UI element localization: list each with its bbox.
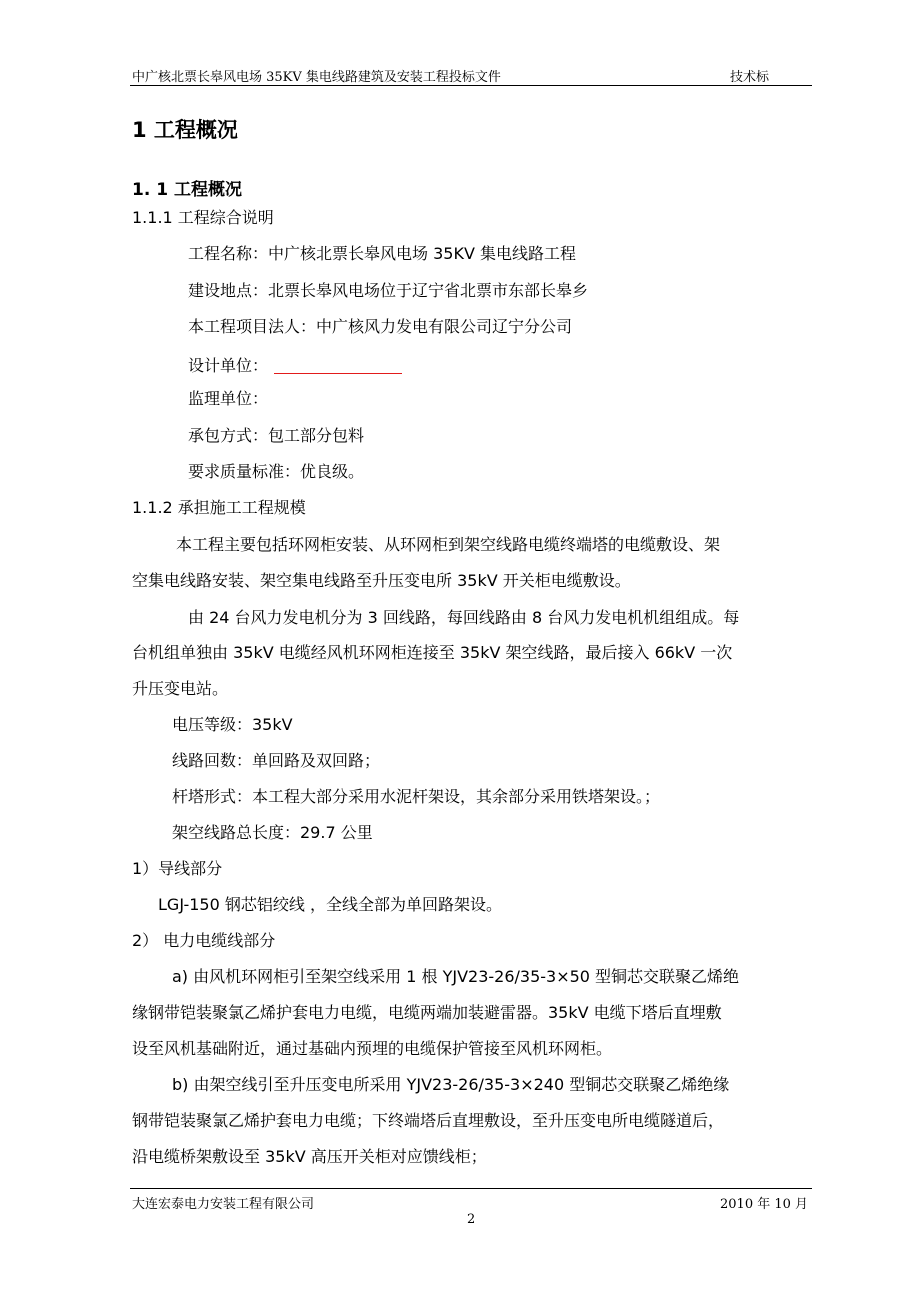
design-unit-blank [274,355,402,374]
turbines-paragraph-line-1: 由 24 台风力发电机分为 3 回线路，每回线路由 8 台风力发电机机组组成。每 [188,608,740,627]
line-length: 架空线路总长度：29.7 公里 [172,823,373,842]
scope-paragraph-line-2: 空集电线路安装、架空集电线路至升压变电所 35kV 开关柜电缆敷设。 [132,571,631,590]
footer-date: 2010 年 10 月 [720,1197,809,1212]
design-unit-row [188,355,402,374]
item-a-line-1: a) 由风机环网柜引至架空线采用 1 根 YJV23-26/35-3×50 型铜芯交联聚乙烯绝 [172,967,740,986]
header-title: 中广核北票长皋风电场 35KV 集电线路建筑及安装工程投标文件 [132,70,501,85]
item-b-line-3: 沿电缆桥架敷设至 35kV 高压开关柜对应馈线柜； [132,1147,487,1166]
item-b-line-1: b) 由架空线引至升压变电所采用 YJV23-26/35-3×240 型铜芯交联聚乙烯绝缘 [172,1075,730,1094]
project-name: 工程名称：中广核北票长皋风电场 35KV 集电线路工程 [188,244,576,263]
footer-company: 大连宏泰电力安装工程有限公司 [132,1197,315,1212]
page-number: 2 [467,1212,476,1227]
section-title: 1 工程概况 [132,118,238,142]
item-1-text: LGJ-150 钢芯铝绞线 ，全线全部为单回路架设。 [158,895,502,914]
supervision-unit: 监理单位： [188,389,269,408]
heading-1-1-2: 1.1.2 承担施工工程规模 [132,498,306,517]
item-1-heading: 1）导线部分 [132,859,223,878]
voltage-level: 电压等级：35kV [172,715,293,734]
item-b-line-2: 钢带铠装聚氯乙烯护套电力电缆；下终端塔后直埋敷设，至升压变电所电缆隧道后， [132,1111,725,1130]
item-2-heading: 2） 电力电缆线部分 [132,931,276,950]
header-rule [130,85,812,86]
turbines-paragraph-line-3: 升压变电站。 [132,679,229,698]
design-unit-label: 设计单位： [188,356,269,375]
header-doc-type: 技术标 [730,70,770,85]
project-owner: 本工程项目法人：中广核风力发电有限公司辽宁分公司 [188,317,573,336]
turbines-paragraph-line-2: 台机组单独由 35kV 电缆经风机环网柜连接至 35kV 架空线路，最后接入 66kV 一次 [132,643,733,662]
tower-type: 杆塔形式：本工程大部分采用水泥杆架设，其余部分采用铁塔架设。； [172,787,661,806]
quality-standard: 要求质量标准：优良级。 [188,462,365,481]
scope-paragraph-line-1: 本工程主要包括环网柜安装、从环网柜到架空线路电缆终端塔的电缆敷设、架 [176,535,721,554]
contract-mode: 承包方式：包工部分包料 [188,426,365,445]
item-a-line-2: 缘钢带铠装聚氯乙烯护套电力电缆，电缆两端加装避雷器。35kV 电缆下塔后直埋敷 [132,1003,722,1022]
subsection-title: 1. 1 工程概况 [132,180,242,200]
heading-1-1-1: 1.1.1 工程综合说明 [132,208,274,227]
circuit-count: 线路回数：单回路及双回路； [172,751,381,770]
footer-rule [130,1188,812,1189]
project-location: 建设地点：北票长皋风电场位于辽宁省北票市东部长皋乡 [188,281,589,300]
item-a-line-3: 设至风机基础附近，通过基础内预埋的电缆保护管接至风机环网柜。 [132,1039,613,1058]
